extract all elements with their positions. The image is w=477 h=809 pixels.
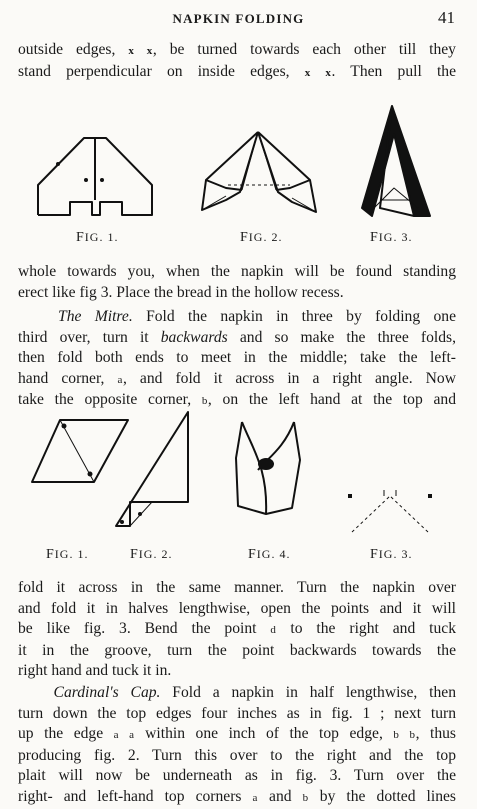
caption-rest: IG. 1. xyxy=(54,547,89,561)
figure-row1-fig1 xyxy=(36,130,156,220)
caption-row2-fig2 xyxy=(130,547,172,563)
figure-row2-fig2 xyxy=(112,410,197,530)
text-line xyxy=(18,683,456,704)
paragraph-mitre xyxy=(18,307,456,412)
caption-rest: IG. 3. xyxy=(378,230,413,244)
italic-word: backwards xyxy=(160,328,228,346)
letter-label: a a xyxy=(113,729,135,742)
text-run: stand perpendicular on inside edges, xyxy=(18,62,305,80)
caption-row2-fig4 xyxy=(248,547,290,563)
text-run: and so make the three folds, xyxy=(227,328,456,346)
letter-label: b xyxy=(302,791,309,804)
section-title-cardinals-cap: Cardinal's Cap. xyxy=(53,684,161,701)
caption-row1-fig3 xyxy=(370,230,412,246)
text-line xyxy=(18,390,456,412)
caption-rest: IG. 2. xyxy=(248,230,283,244)
caption-rest: IG. 3. xyxy=(378,547,413,561)
letter-label: b b xyxy=(393,729,416,742)
text-run: Fold the napkin in three by folding one xyxy=(132,308,456,325)
letter-label: a xyxy=(252,791,258,804)
text-line xyxy=(18,40,456,62)
text-line xyxy=(18,787,456,809)
paragraph-bottom xyxy=(18,578,456,682)
letter-label: x x xyxy=(304,66,332,79)
page-number: 41 xyxy=(438,8,455,27)
text-run: , be turned towards each other till they xyxy=(152,41,456,58)
caption-initial: F xyxy=(370,230,379,245)
letter-label: x x xyxy=(128,45,153,57)
figure-row1-fig2 xyxy=(198,130,323,220)
caption-initial: F xyxy=(130,547,139,562)
caption-initial: F xyxy=(76,230,85,245)
text-line: producing fig. 2. Turn this over to the right and the top xyxy=(18,746,456,764)
letter-label: a xyxy=(117,373,123,386)
text-line xyxy=(18,724,456,746)
caption-initial: F xyxy=(248,547,257,562)
text-line xyxy=(18,369,456,391)
text-run: be like fig. 3. Bend the point xyxy=(18,620,271,638)
text-run: , thus xyxy=(415,725,456,743)
letter-label: b xyxy=(201,395,208,408)
figure-row2-fig3 xyxy=(346,488,436,543)
caption-rest: IG. 1. xyxy=(84,230,119,244)
caption-rest: IG. 4. xyxy=(256,547,291,561)
text-line xyxy=(18,62,456,84)
caption-row2-fig1 xyxy=(46,547,88,563)
caption-rest: IG. 2. xyxy=(138,547,173,561)
text-run: . Then pull the xyxy=(331,62,456,80)
caption-initial: F xyxy=(370,547,379,562)
text-line: turn down the top edges four inches as in fig. 1 ; next turn xyxy=(18,704,456,722)
text-run: hand corner, xyxy=(18,369,118,387)
figure-row1-fig3 xyxy=(360,104,435,224)
text-line: right hand and tuck it in. xyxy=(18,662,172,680)
text-run: to the right and tuck xyxy=(276,620,456,638)
text-line: it in the groove, turn the point backwards towards the xyxy=(18,641,456,659)
running-header-title: NAPKIN FOLDING xyxy=(172,11,305,26)
text-run: , on the left hand at the top and xyxy=(207,391,456,409)
text-run: within one inch of the top edge, xyxy=(134,725,394,743)
text-line: whole towards you, when the napkin will be found standing xyxy=(18,263,456,280)
letter-label: d xyxy=(270,624,277,637)
text-line: fold it across in the same manner. Turn the napkin over xyxy=(18,579,456,596)
text-line xyxy=(18,307,456,328)
paragraph-top xyxy=(18,40,456,83)
text-run: up the edge xyxy=(18,725,114,743)
paragraph-cardinals-cap xyxy=(18,683,456,809)
text-line: plait will now be underneath as in fig. 3. Turn over the xyxy=(18,767,456,785)
caption-row1-fig1 xyxy=(76,230,118,246)
caption-initial: F xyxy=(46,547,55,562)
text-line xyxy=(18,619,456,641)
text-run: outside edges, xyxy=(18,41,129,58)
text-run: right- and left-hand top corners xyxy=(18,787,253,805)
figure-row2-fig4 xyxy=(232,418,307,518)
text-run: by the dotted lines xyxy=(308,787,457,805)
caption-row2-fig3 xyxy=(370,547,412,563)
text-run: take the opposite corner, xyxy=(18,391,202,409)
text-run: and xyxy=(258,787,303,805)
text-line: then fold both ends to meet in the middle; take the left- xyxy=(18,349,456,367)
caption-row1-fig2 xyxy=(240,230,282,246)
section-title-mitre: The Mitre. xyxy=(58,308,133,325)
text-run: third over, turn it xyxy=(18,328,161,346)
text-line: and fold it in halves lengthwise, open the points and it will xyxy=(18,599,456,617)
text-line xyxy=(18,328,456,349)
paragraph-middle xyxy=(18,262,456,303)
caption-initial: F xyxy=(240,230,249,245)
text-line: erect like fig 3. Place the bread in the hollow recess. xyxy=(18,283,344,301)
text-run: Fold a napkin in half lengthwise, then xyxy=(160,684,456,701)
text-run: , and fold it across in a right angle. Now xyxy=(122,369,456,387)
